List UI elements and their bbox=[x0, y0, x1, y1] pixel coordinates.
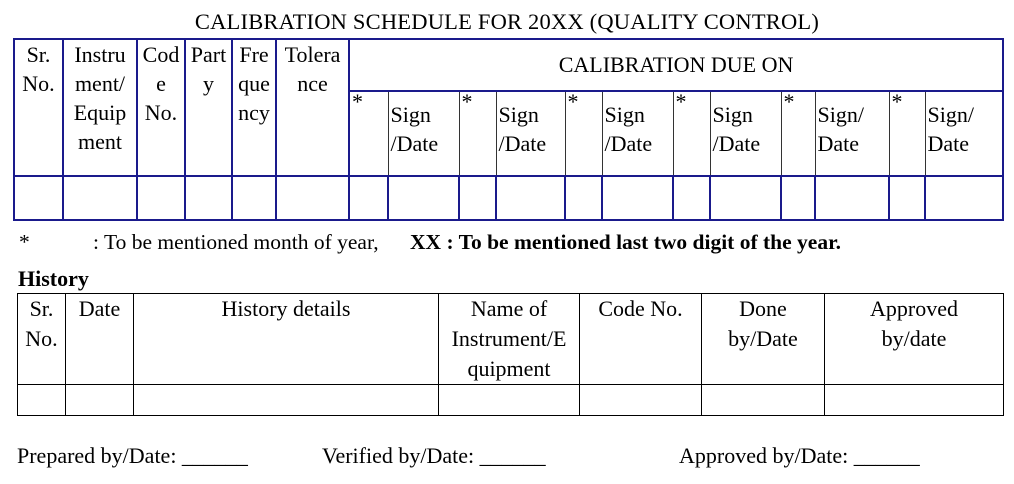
prepared-by-field[interactable]: Prepared by/Date: ______ bbox=[17, 443, 248, 468]
entry-cell[interactable] bbox=[349, 176, 388, 220]
entry-cell[interactable] bbox=[185, 176, 232, 220]
entry-cell[interactable] bbox=[580, 385, 702, 416]
entry-cell[interactable] bbox=[496, 176, 565, 220]
history-approved-by-header: Approved by/date bbox=[825, 294, 1004, 385]
month-star-4: * bbox=[673, 91, 710, 176]
history-table bbox=[17, 293, 1004, 416]
sign-date-header-2: Sign /Date bbox=[496, 91, 565, 176]
history-code-no-header: Code No. bbox=[580, 294, 702, 385]
entry-cell[interactable] bbox=[889, 176, 925, 220]
footnote-year-text: XX : To be mentioned last two digit of the year. bbox=[410, 230, 842, 254]
history-done-by-header: Done by/Date bbox=[702, 294, 825, 385]
history-heading: History bbox=[18, 266, 89, 291]
entry-cell[interactable] bbox=[925, 176, 1003, 220]
entry-cell[interactable] bbox=[66, 385, 134, 416]
entry-cell[interactable] bbox=[815, 176, 889, 220]
entry-cell[interactable] bbox=[232, 176, 276, 220]
history-sr-no-header: Sr. No. bbox=[18, 294, 66, 385]
entry-cell[interactable] bbox=[14, 176, 63, 220]
history-date-header: Date bbox=[66, 294, 134, 385]
entry-cell[interactable] bbox=[459, 176, 496, 220]
entry-cell[interactable] bbox=[710, 176, 781, 220]
footnote-star: * bbox=[19, 230, 30, 254]
entry-cell[interactable] bbox=[602, 176, 673, 220]
entry-cell[interactable] bbox=[439, 385, 580, 416]
entry-cell[interactable] bbox=[18, 385, 66, 416]
approved-by-field[interactable]: Approved by/Date: ______ bbox=[679, 443, 920, 468]
entry-cell[interactable] bbox=[781, 176, 815, 220]
sign-date-header-5: Sign/ Date bbox=[815, 91, 889, 176]
calibration-due-header: CALIBRATION DUE ON bbox=[349, 39, 1003, 91]
entry-cell[interactable] bbox=[702, 385, 825, 416]
month-star-2: * bbox=[459, 91, 496, 176]
party-header: Part y bbox=[185, 39, 232, 176]
schedule-entry-row bbox=[14, 176, 1003, 220]
month-star-6: * bbox=[889, 91, 925, 176]
footnote bbox=[19, 230, 1009, 255]
entry-cell[interactable] bbox=[673, 176, 710, 220]
month-star-1: * bbox=[349, 91, 388, 176]
history-details-header: History details bbox=[134, 294, 439, 385]
entry-cell[interactable] bbox=[825, 385, 1004, 416]
calibration-schedule-table bbox=[13, 38, 1004, 221]
month-star-3: * bbox=[565, 91, 602, 176]
sign-date-header-6: Sign/ Date bbox=[925, 91, 1003, 176]
document-title: CALIBRATION SCHEDULE FOR 20XX (QUALITY CONTROL) bbox=[194, 9, 820, 34]
instrument-header: Instru ment/ Equip ment bbox=[63, 39, 137, 176]
verified-by-field[interactable]: Verified by/Date: ______ bbox=[322, 443, 546, 468]
tolerance-header: Tolera nce bbox=[276, 39, 349, 176]
history-entry-row bbox=[18, 385, 1004, 416]
sr-no-header: Sr. No. bbox=[14, 39, 63, 176]
code-no-header: Cod e No. bbox=[137, 39, 185, 176]
history-header-row bbox=[18, 294, 1004, 385]
month-star-5: * bbox=[781, 91, 815, 176]
entry-cell[interactable] bbox=[137, 176, 185, 220]
schedule-header-row bbox=[14, 39, 1003, 91]
footnote-month-text: : To be mentioned month of year, bbox=[93, 230, 379, 254]
sign-date-header-1: Sign /Date bbox=[388, 91, 459, 176]
entry-cell[interactable] bbox=[388, 176, 459, 220]
entry-cell[interactable] bbox=[565, 176, 602, 220]
history-instrument-header: Name of Instrument/E quipment bbox=[439, 294, 580, 385]
entry-cell[interactable] bbox=[276, 176, 349, 220]
sign-date-header-4: Sign /Date bbox=[710, 91, 781, 176]
sign-date-header-3: Sign /Date bbox=[602, 91, 673, 176]
entry-cell[interactable] bbox=[134, 385, 439, 416]
entry-cell[interactable] bbox=[63, 176, 137, 220]
frequency-header: Fre que ncy bbox=[232, 39, 276, 176]
